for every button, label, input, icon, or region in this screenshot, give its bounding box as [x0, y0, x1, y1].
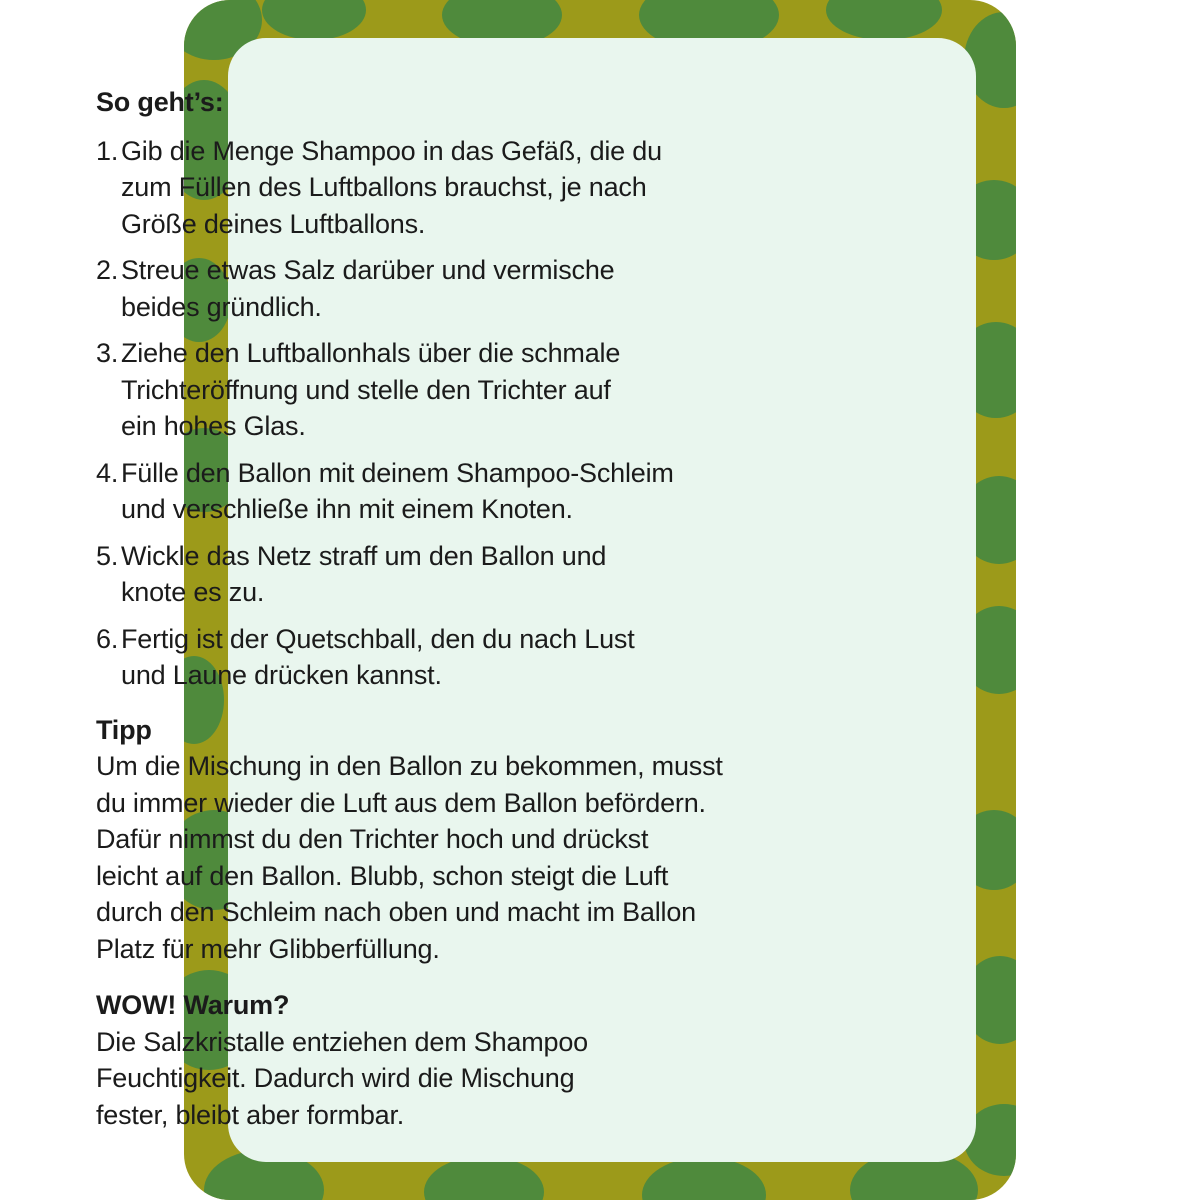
list-item [96, 621, 776, 694]
step-line: Fertig ist der Quetschball, den du nach Lust [121, 623, 635, 654]
list-item [96, 455, 776, 528]
tip-line: du immer wieder die Luft aus dem Ballon befördern. [96, 787, 706, 818]
step-number: 5. [96, 540, 119, 571]
why-line: fester, bleibt aber formbar. [96, 1099, 405, 1130]
list-item [96, 252, 776, 325]
step-line: beides gründlich. [121, 291, 322, 322]
why-heading: WOW! Warum? [96, 990, 290, 1020]
step-line: ein hohes Glas. [121, 411, 306, 441]
tip-line: Dafür nimmst du den Trichter hoch und drückst [96, 824, 649, 854]
step-line: Ziehe den Luftballonhals über die schmale [121, 338, 621, 368]
tip-text [96, 748, 776, 967]
step-number: 6. [96, 623, 119, 654]
step-number: 3. [96, 338, 119, 368]
steps-list [96, 133, 776, 694]
step-number: 1. [96, 135, 119, 166]
step-number: 4. [96, 457, 119, 488]
why-line: Die Salzkristalle entziehen dem Shampoo [96, 1026, 588, 1057]
tip-heading: Tipp [96, 714, 152, 745]
step-number: 2. [96, 255, 119, 285]
step-line: Trichteröffnung und stelle den Trichter auf [121, 374, 611, 405]
tip-line: leicht auf den Ballon. Blubb, schon steigt die Luft [96, 860, 669, 891]
list-item [96, 133, 776, 243]
why-text [96, 1024, 776, 1134]
step-line: und Laune drücken kannst. [121, 660, 442, 690]
step-line: Fülle den Ballon mit deinem Shampoo-Schleim [121, 457, 674, 488]
card-text [96, 84, 776, 1133]
tip-line: Platz für mehr Glibberfüllung. [96, 933, 440, 964]
step-line: und verschließe ihn mit einem Knoten. [121, 494, 573, 524]
step-line: Größe deines Luftballons. [121, 208, 426, 239]
step-line: zum Füllen des Luftballons brauchst, je nach [121, 172, 647, 202]
step-line: Gib die Menge Shampoo in das Gefäß, die du [121, 135, 662, 166]
step-line: Streue etwas Salz darüber und vermische [121, 255, 615, 285]
tip-line: Um die Mischung in den Ballon zu bekommen, musst [96, 751, 723, 781]
step-line: Wickle das Netz straff um den Ballon und [121, 540, 607, 571]
why-line: Feuchtigkeit. Dadurch wird die Mischung [96, 1063, 575, 1093]
list-item [96, 335, 776, 445]
list-item [96, 538, 776, 611]
step-line: knote es zu. [121, 577, 265, 607]
tip-line: durch den Schleim nach oben und macht im Ballon [96, 897, 696, 927]
instructions-heading: So geht’s: [96, 87, 224, 117]
